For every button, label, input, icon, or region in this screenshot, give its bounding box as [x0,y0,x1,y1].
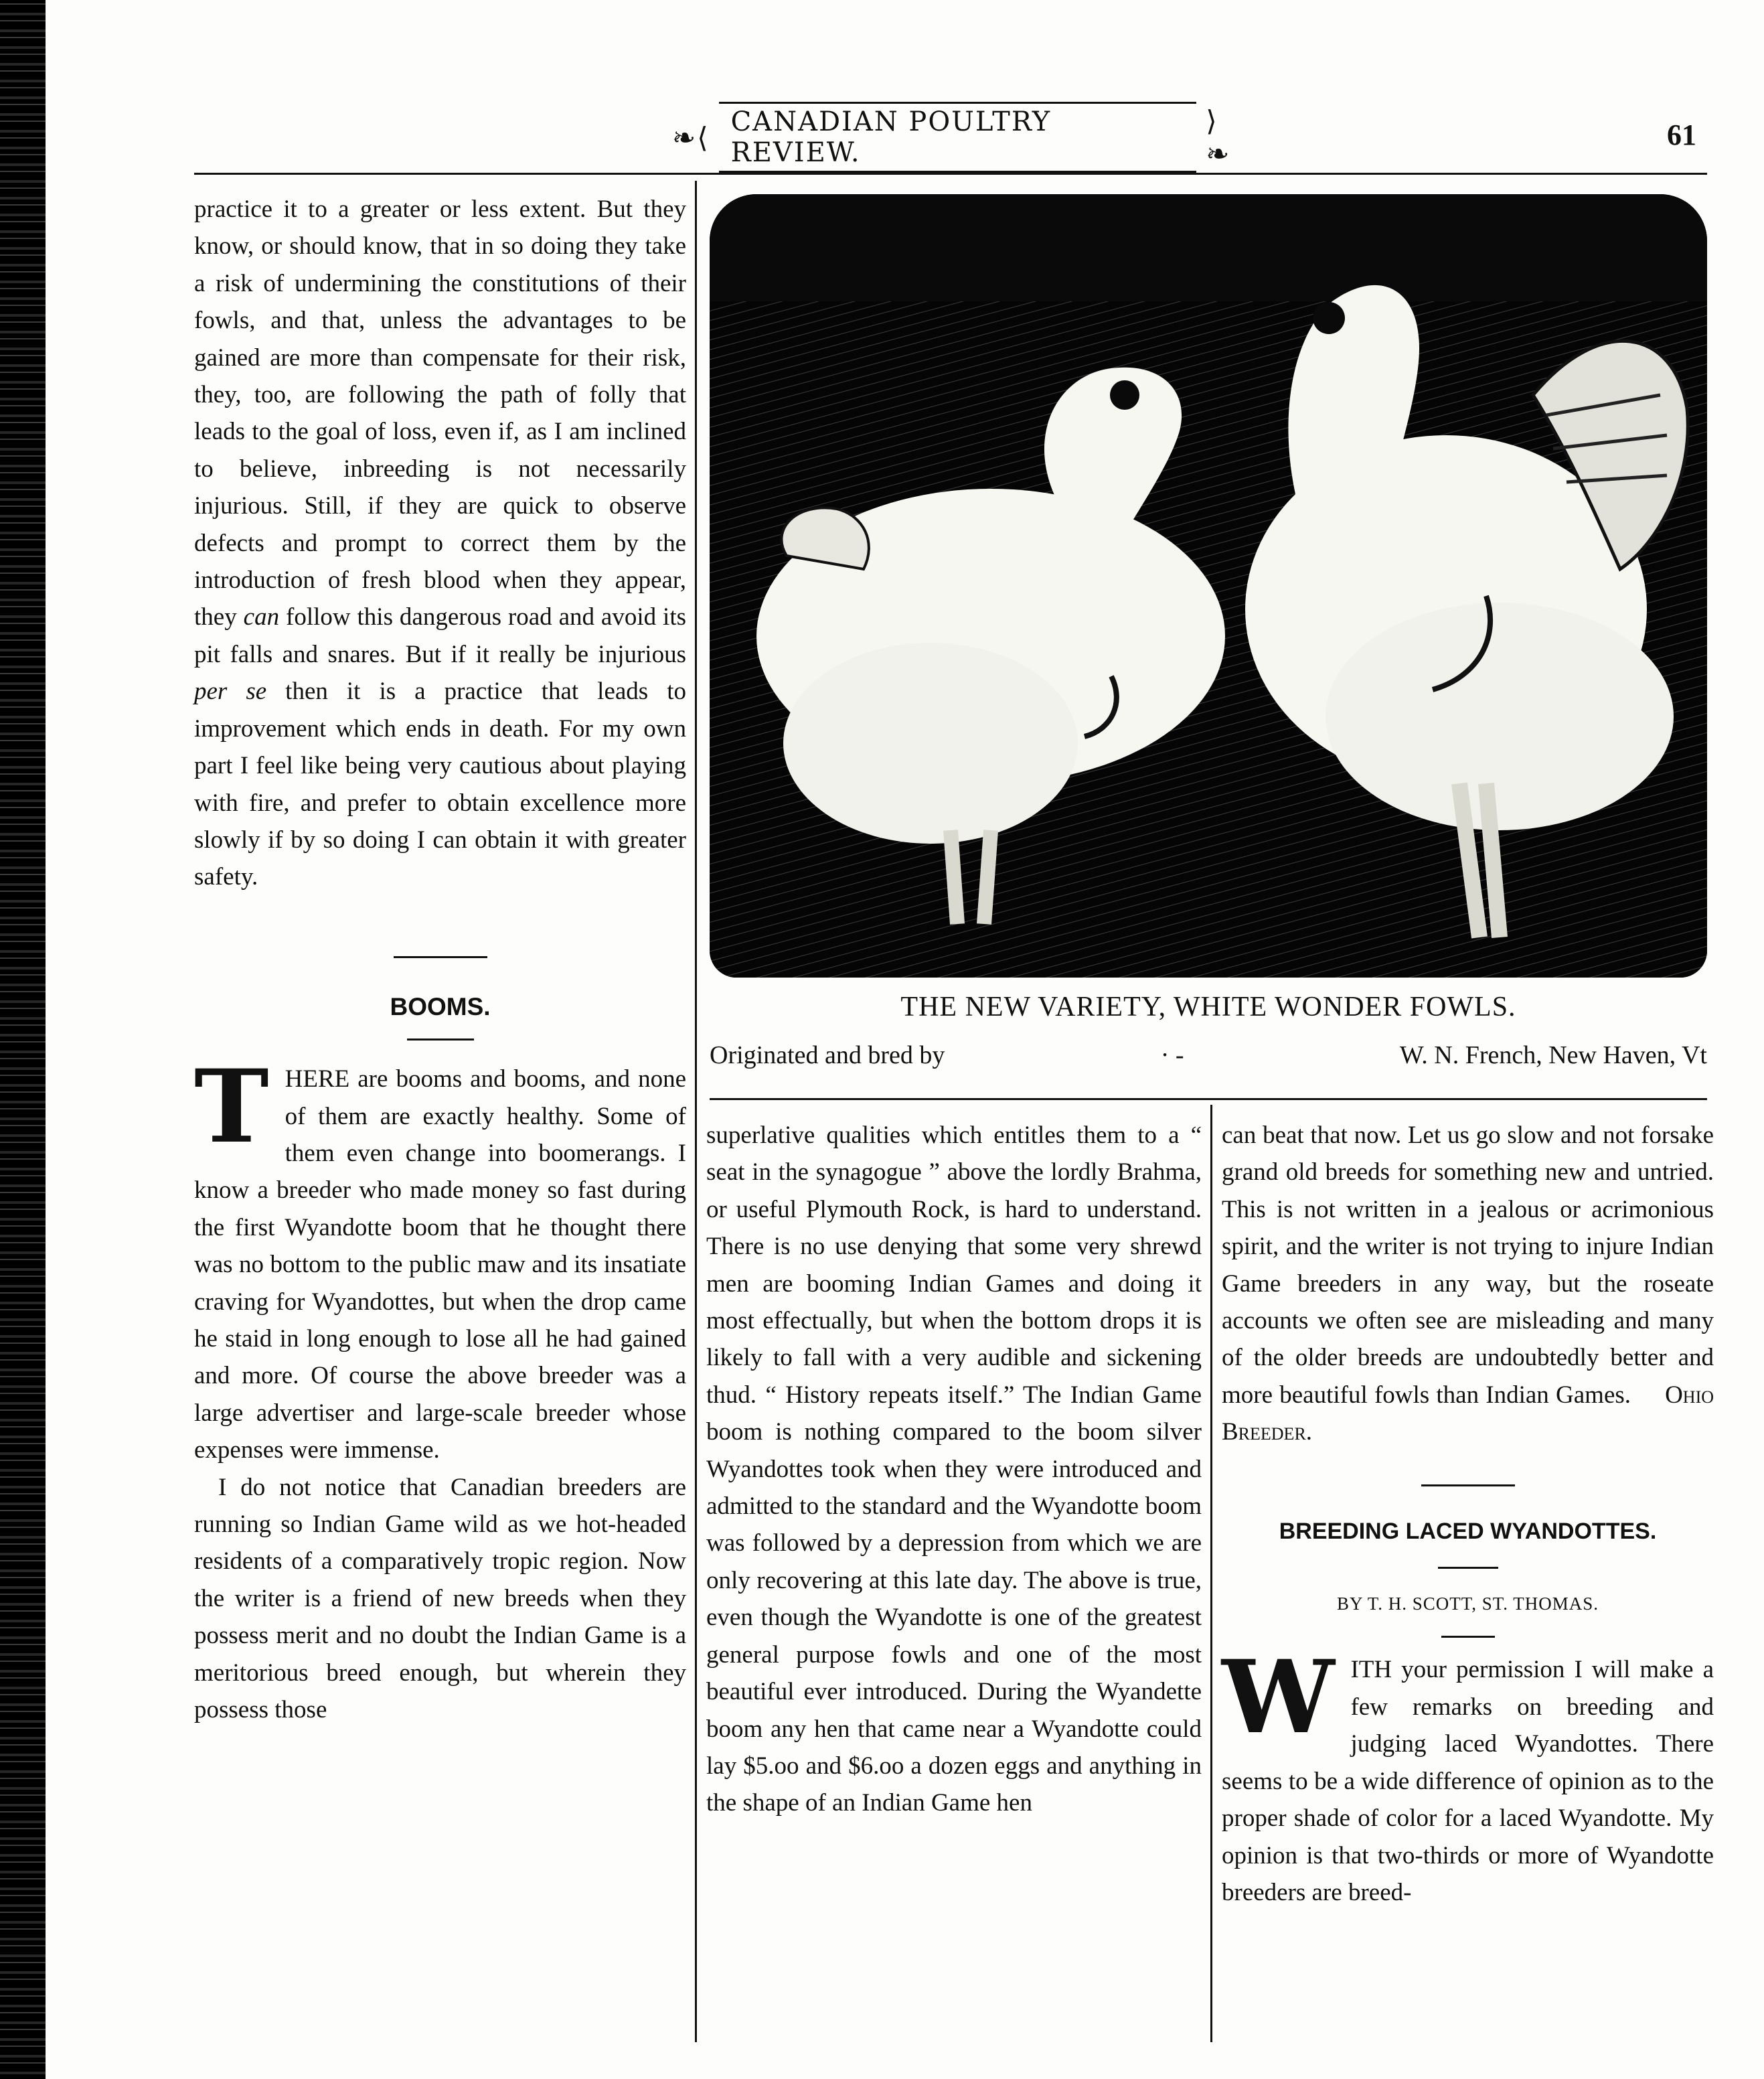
masthead-ornament-left: ❧⟨ [672,121,710,154]
illustration-credit [710,1041,1707,1070]
origin-label: Originated and bred by [710,1041,945,1069]
column-2 [706,1117,1202,1822]
drop-cap-w: W [1222,1638,1335,1757]
signoff: Ohio Breeder. [1222,1381,1714,1446]
fowls-engraving [710,194,1707,978]
column-3-paragraph: can beat that now. Let us go slow and not forsake grand old breeds for something new and untried. This is not written in a jealous or acrimonious spirit, and the writer is not trying to injure Indian Game breeders in any way, but the roseate accounts we often see are misleading and many of the older breeds are undoubtedly better and more beautiful fowls than Indian Games. Ohio Breeder. [1222,1122,1714,1446]
masthead-title: CANADIAN POULTRY REVIEW. [719,102,1197,173]
column-2-paragraph: superlative qualities which entitles them to a “ seat in the synagogue ” above the lordly Brahma, or useful Plymouth Rock, is hard to understand. There is no use denying that some very shrewd men are booming Indian Games and doing it most effectually, but when the bottom drops it is likely to fall with a very audible and sickening thud. “ History repeats itself.” The Indian Game boom is nothing compared to the boom silver Wyandottes took when they were introduced and admitted to the standard and the Wyandotte boom was followed by a depression from which we are only recovering at this late day. The above is true, even though the Wyandotte is one of the greatest general purpose fowls and one of the most beautiful ever introduced. During the Wyandette boom any hen that came near a Wyandotte could lay $5.oo and $6.oo a dozen eggs and anything in the shape of an Indian Game hen [706,1122,1202,1817]
continued-paragraph: practice it to a greater or less extent. But they know, or should know, that in so doing they take a risk of undermining the constitutions of their fowls, and that, unless the advantages to be gained are more than compensate for their risk, they, too, are following the path of folly that leads to the goal of loss, even if, as I am inclined to believe, inbreeding is not necessarily injurious. Still, if they are quick to observe defects and prompt to correct them by the introduction of fresh blood when they appear, they can follow this dangerous road and avoid its pit falls and snares. But if it really be injurious per se then it is a practice that leads to improvement which ends in death. For my own part I feel like being very cautious about playing with fire, and prefer to obtain excellence more slowly if by so doing I can obtain it with greater safety. [194,196,687,891]
header-rule [194,173,1707,175]
origin-name: W. N. French, New Haven, Vt [1399,1041,1707,1069]
illustration-bottom-rule [710,1098,1707,1100]
drop-cap-t: T [194,1048,269,1166]
page-number: 61 [1667,119,1696,151]
laced-wyandottes-heading: BREEDING LACED WYANDOTTES. [1279,1518,1657,1544]
byline: BY T. H. SCOTT, ST. THOMAS. [1336,1594,1599,1614]
masthead [663,104,1252,170]
scan-edge [0,0,46,2079]
booms-paragraph-2: I do not notice that Canadian breeders are running so Indian Game wild as we hot-headed residents of a comparatively tropic region. Now the writer is a friend of new breeds when they possess merit and no doubt the Indian Game is a meritorious breed enough, but wherein they possess those [194,1473,686,1724]
column-1 [194,191,686,1728]
white-wonder-fowls-illustration [710,194,1707,978]
laced-wyandottes-paragraph: WITH your permission I will make a few remarks on breeding and judging laced Wyandottes. There seems to be a wide difference of opinion as to the proper shade of color for a laced Wyandotte. My opinion is that two-thirds or more of Wyandotte breeders are breed- [1222,1638,1714,1906]
illustration-caption: THE NEW VARIETY, WHITE WONDER FOWLS. [900,992,1516,1022]
booms-paragraph-1: THERE are booms and booms, and none of them are exactly healthy. Some of them even change into boomerangs. I know a breeder who made money so fast during the first Wyandotte boom that he thought there was no bottom to the public maw and its insatiate craving for Wyandottes, but when the drop came he staid in long enough to lose all he had gained and more. Of course the above breeder was a large advertiser and large-scale breeder whose expenses were immense. [194,1048,686,1464]
column-divider-1 [695,181,697,2042]
origin-dots: · - [1160,1041,1184,1069]
column-divider-2 [1210,1105,1212,2042]
column-3 [1222,1117,1714,1911]
masthead-ornament-right: ⟩❧ [1206,104,1231,170]
booms-heading: BOOMS. [390,992,491,1020]
